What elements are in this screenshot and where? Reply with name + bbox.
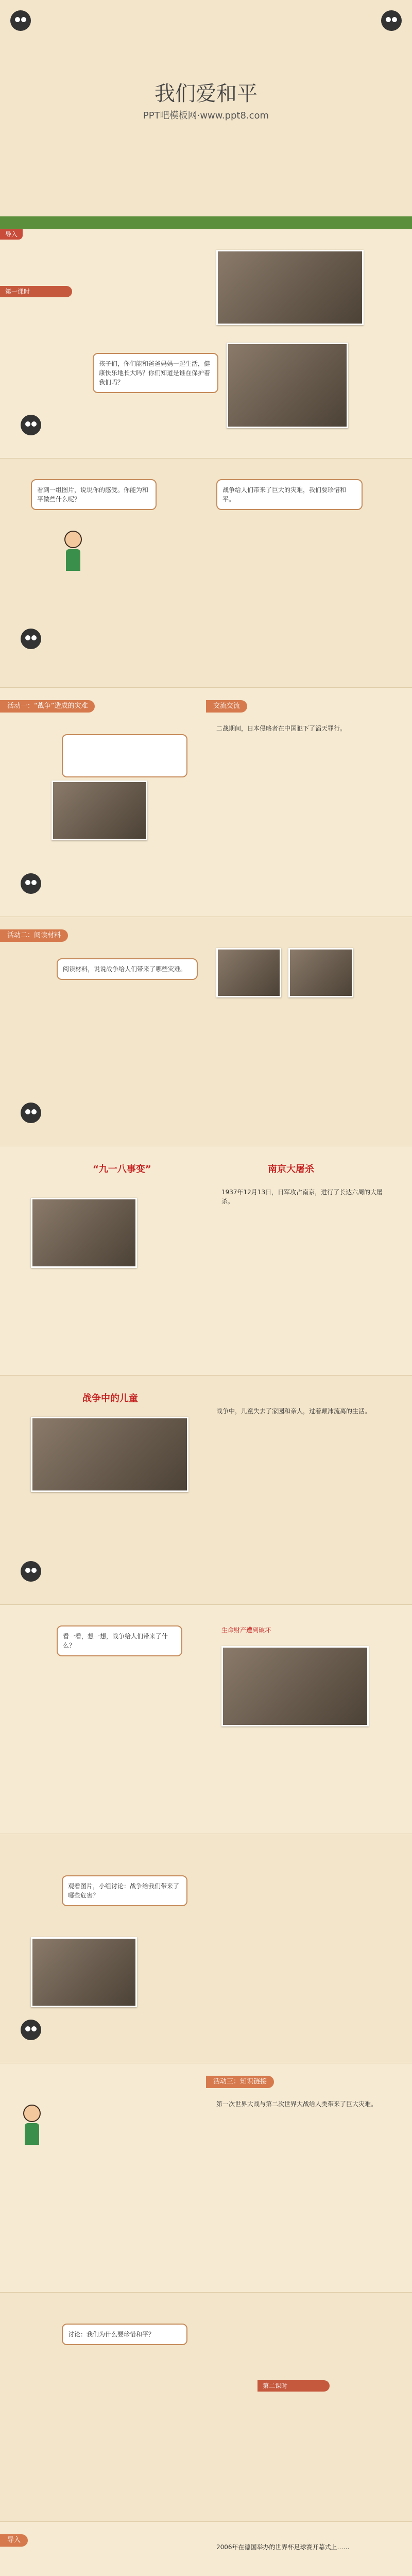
question-bubble: 看到一组图片，说说你的感受。你能为和平做些什么呢？	[31, 479, 157, 510]
war-photo	[52, 781, 147, 840]
classroom-photo	[216, 250, 364, 325]
grass-strip	[0, 216, 412, 229]
destruction-photo	[221, 1646, 369, 1726]
panda-icon	[21, 1103, 41, 1123]
war-text: 二战期间，日本侵略者在中国犯下了滔天罪行。	[216, 725, 347, 732]
destruction-bubble: 看一看，想一想，战争给人们带来了什么？	[57, 1625, 182, 1656]
cover-subtitle: PPT吧模板网·www.ppt8.com	[143, 110, 269, 121]
slide-intro	[0, 229, 412, 459]
children-heading: 战争中的儿童	[82, 1393, 138, 1404]
nanjing-text: 1937年12月13日，日军攻占南京，进行了长达六周的大屠杀。	[221, 1189, 383, 1205]
materials-tag: 活动二：阅读材料	[0, 929, 68, 942]
children-photo	[31, 1417, 188, 1492]
activity-tag: 活动一：“战争”造成的灾难	[0, 700, 95, 713]
panda-icon	[381, 10, 402, 31]
slide-destruction	[0, 1605, 412, 1834]
cherish-bubble: 讨论：我们为什么要珍惜和平？	[62, 2324, 187, 2345]
materials-text: 阅读材料，说说战争给人们带来了哪些灾难。	[57, 958, 198, 980]
knowledge-tag: 活动三：知识链接	[206, 2076, 274, 2088]
panda-icon	[21, 2020, 41, 2040]
slide-discuss	[0, 1834, 412, 2063]
slide-children	[0, 1376, 412, 1605]
heading-918: “九一八事变”	[93, 1164, 151, 1175]
answer-bubble: 战争给人们带来了巨大的灾难，我们要珍惜和平。	[216, 479, 363, 510]
worldcup-tag: 导入	[0, 2534, 28, 2547]
knowledge-text: 第一次世界大战与第二次世界大战给人类带来了巨大灾难。	[216, 2100, 377, 2108]
discuss-text: 观看图片，小组讨论：战争给我们带来了哪些危害？	[62, 1875, 187, 1906]
panda-icon	[21, 1561, 41, 1582]
slide-nanjing	[0, 1146, 412, 1376]
slide-question	[0, 459, 412, 688]
slide-war	[0, 688, 412, 917]
cover-title: 我们爱和平	[154, 82, 258, 106]
cover-slide	[0, 0, 412, 229]
slide-worldcup	[0, 2522, 412, 2576]
discuss-photo	[31, 1937, 137, 2007]
section-label: 第一课时	[0, 286, 72, 297]
ruins-photo	[288, 948, 353, 997]
child-photo	[227, 343, 348, 428]
panda-icon	[10, 10, 31, 31]
teacher-figure	[62, 531, 84, 574]
second-lesson-tag: 第二课时	[258, 2380, 330, 2392]
children-text: 战争中，儿童失去了家园和亲人，过着颠沛流离的生活。	[216, 1408, 371, 1415]
intro-bubble: 孩子们，你们能和爸爸妈妈一起生活，健康快乐地长大吗？你们知道是谁在保护着我们吗？	[93, 353, 218, 393]
soldier-figure	[21, 2105, 43, 2148]
heading-nanjing: 南京大屠杀	[268, 1164, 314, 1175]
panda-icon	[21, 873, 41, 894]
history-photo	[31, 1198, 137, 1268]
ruins-photo	[216, 948, 281, 997]
slide-cherish	[0, 2293, 412, 2522]
panda-icon	[21, 629, 41, 649]
exchange-tag: 交流交流	[206, 700, 247, 713]
panda-icon	[21, 415, 41, 435]
destruction-item: 生命财产遭到破坏	[221, 1626, 271, 1634]
war-bubble	[62, 734, 187, 777]
slide-knowledge	[0, 2063, 412, 2293]
worldcup-text: 2006年在德国举办的世界杯足球赛开幕式上……	[216, 2544, 350, 2551]
section-tag: 导入	[0, 229, 23, 240]
slide-materials	[0, 917, 412, 1146]
